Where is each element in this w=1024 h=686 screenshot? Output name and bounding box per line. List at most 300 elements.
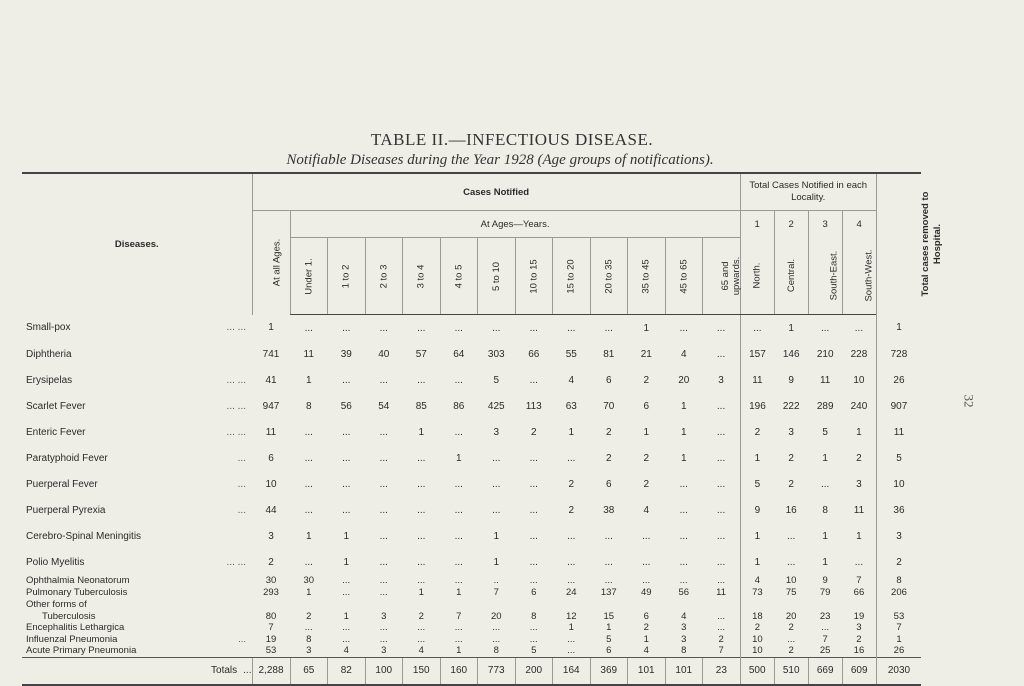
value-cell: 39 — [340, 348, 352, 360]
page-subtitle: Notifiable Diseases during the Year 1928 (Age groups of notifications). — [286, 152, 714, 168]
value-cell: 20 — [490, 610, 502, 622]
value-cell — [440, 598, 478, 610]
value-cell: 7 — [718, 645, 724, 657]
total-value-cell: 510 — [774, 657, 808, 685]
value-cell: ... — [716, 530, 726, 542]
value-cell: 1 — [856, 426, 862, 438]
table-row — [22, 549, 921, 575]
locality-number-3: 3 — [808, 211, 842, 238]
locality-name-label: South-East. — [827, 250, 839, 301]
value-cell — [553, 598, 591, 610]
value-cell: ... — [679, 478, 688, 490]
table-row — [22, 419, 921, 445]
age-group-label: 35 to 45 — [640, 258, 652, 294]
value-cell: 1 — [343, 530, 350, 542]
value-cell: 2 — [876, 549, 921, 575]
value-cell: 4 — [643, 504, 650, 516]
disease-name: Erysipelas — [26, 374, 73, 386]
value-cell — [842, 598, 876, 610]
value-cell: 741 — [262, 348, 280, 360]
value-cell: ... — [604, 530, 613, 542]
value-cell: 2 — [856, 452, 862, 464]
value-cell: ... — [342, 322, 351, 334]
value-cell: 1 — [305, 530, 312, 542]
value-cell: ... — [567, 575, 576, 587]
value-cell: 36 — [876, 497, 921, 523]
value-cell: 3 — [718, 374, 724, 386]
value-cell: 8 — [305, 400, 312, 412]
value-cell: ... — [716, 400, 726, 412]
value-cell: ... — [304, 622, 313, 634]
disease-name: Puerperal Pyrexia — [26, 504, 106, 516]
total-value-cell: 609 — [842, 657, 876, 685]
value-cell: ... — [529, 556, 538, 568]
value-cell: 228 — [850, 348, 868, 360]
value-cell: 11 — [740, 367, 774, 393]
value-cell: 6 — [268, 452, 274, 464]
value-cell: ... — [342, 426, 351, 438]
page-number: 32 — [961, 394, 977, 408]
value-cell: 1 — [856, 530, 862, 542]
value-cell: 2 — [643, 622, 649, 634]
value-cell: ... — [304, 426, 313, 438]
value-cell: 2 — [718, 633, 724, 645]
value-cell: 15 — [603, 610, 615, 622]
value-cell: 2 — [643, 452, 650, 464]
value-cell: ... — [492, 478, 501, 490]
value-cell: 1 — [788, 322, 794, 334]
leader-dots: ... ... — [226, 374, 246, 386]
leader-dots: ... — [237, 478, 246, 490]
value-cell: 303 — [487, 348, 505, 360]
value-cell: 10 — [853, 374, 865, 386]
locality-number-4: 4 — [842, 211, 876, 238]
value-cell: ... — [492, 504, 501, 516]
leader-dots: ... — [238, 633, 246, 645]
disease-name-cell — [22, 645, 252, 657]
locality-number-1: 1 — [740, 211, 774, 238]
age-group-header-12 — [703, 238, 741, 315]
age-group-label: 4 to 5 — [453, 264, 465, 288]
value-cell: 6 — [643, 610, 649, 622]
value-cell: 86 — [453, 400, 465, 412]
value-cell — [290, 598, 328, 610]
value-cell: 11 — [303, 348, 314, 360]
leader-dots: ... — [237, 504, 246, 516]
value-cell: 1 — [456, 586, 462, 598]
locality-name-label: Central. — [785, 259, 797, 293]
value-cell: 146 — [782, 348, 800, 360]
value-cell: 3 — [681, 633, 687, 645]
value-cell: 3 — [788, 426, 794, 438]
value-cell: ... — [454, 556, 463, 568]
disease-name: Pulmonary Tuberculosis — [26, 586, 128, 598]
age-group-header-6 — [478, 238, 516, 315]
value-cell: ... — [342, 452, 351, 464]
value-cell: 80 — [265, 610, 277, 622]
value-cell: 2 — [306, 610, 312, 622]
value-cell: 44 — [265, 504, 277, 516]
total-value-cell: 160 — [440, 657, 478, 685]
value-cell: 1 — [456, 645, 462, 657]
locality-name-header-4 — [842, 238, 876, 315]
value-cell: 1 — [606, 622, 612, 634]
value-cell: 79 — [819, 586, 831, 598]
value-cell: 16 — [785, 504, 797, 516]
value-cell: ... — [417, 478, 426, 490]
value-cell: 1 — [876, 634, 921, 646]
table-row — [22, 610, 921, 622]
value-cell: 7 — [493, 586, 499, 598]
value-cell: 196 — [740, 393, 774, 419]
value-cell: ... — [342, 374, 351, 386]
age-group-header-8 — [553, 238, 591, 315]
table-row — [22, 622, 921, 634]
value-cell: 2 — [568, 504, 575, 516]
locality-name-label: North. — [751, 262, 763, 289]
value-cell: 3 — [381, 610, 387, 622]
disease-name-cell — [22, 523, 252, 549]
disease-name: Tuberculosis — [42, 610, 96, 622]
disease-name-cell — [22, 341, 252, 367]
value-cell: ... — [379, 322, 388, 334]
age-group-label: 15 to 20 — [565, 258, 577, 294]
value-cell — [515, 598, 553, 610]
value-cell: 30 — [265, 575, 277, 587]
value-cell: 2 — [605, 452, 612, 464]
value-cell: 7 — [856, 575, 862, 587]
value-cell: 11 — [876, 419, 921, 445]
value-cell: 26 — [876, 645, 921, 657]
value-cell: 6 — [605, 478, 612, 490]
value-cell: ... — [529, 452, 538, 464]
value-cell: 1 — [306, 586, 312, 598]
value-cell: ... — [454, 426, 463, 438]
age-group-label: 5 to 10 — [490, 261, 502, 291]
totals-label: Totals — [211, 665, 238, 676]
value-cell: 2 — [788, 645, 794, 657]
disease-name-cell — [22, 587, 252, 599]
value-cell: 2 — [740, 419, 774, 445]
value-cell: ... — [417, 530, 426, 542]
disease-name: Acute Primary Pneumonia — [26, 645, 137, 657]
value-cell: ... — [716, 348, 726, 360]
value-cell: 75 — [785, 586, 797, 598]
value-cell — [478, 598, 516, 610]
value-cell: ... — [679, 322, 688, 334]
value-cell — [252, 598, 290, 610]
value-cell — [365, 598, 403, 610]
value-cell: ... — [342, 575, 351, 587]
age-group-header-11 — [665, 238, 703, 315]
value-cell: ... — [304, 478, 313, 490]
value-cell: ... — [567, 322, 576, 334]
value-cell: 54 — [378, 400, 390, 412]
locality-name-header-2 — [774, 238, 808, 315]
value-cell: ... — [717, 622, 726, 634]
value-cell: 57 — [415, 348, 427, 360]
value-cell: ... — [529, 622, 538, 634]
disease-name-cell — [22, 497, 252, 523]
value-cell — [628, 598, 666, 610]
value-cell: ... — [454, 530, 463, 542]
value-cell: ... — [717, 610, 726, 622]
table-row — [22, 315, 921, 342]
value-cell: 1 — [643, 426, 650, 438]
value-cell: ... — [379, 504, 388, 516]
age-group-header-5 — [440, 238, 478, 315]
value-cell: ... — [679, 575, 688, 587]
at-ages-years-header: At Ages—Years. — [290, 211, 740, 238]
total-value-cell: 101 — [665, 657, 703, 685]
value-cell: ... — [604, 575, 613, 587]
value-cell: ... — [379, 374, 388, 386]
leader-dots: ... ... — [226, 322, 246, 334]
value-cell: 4 — [418, 645, 424, 657]
value-cell: ... — [567, 633, 576, 645]
disease-name-cell — [22, 315, 252, 342]
value-cell: 55 — [565, 348, 577, 360]
removed-to-hospital-label: Total cases removed to Hospital. — [919, 191, 943, 297]
value-cell: 113 — [525, 400, 542, 412]
value-cell: 7 — [822, 633, 828, 645]
at-all-ages-label: At all Ages. — [270, 238, 282, 287]
value-cell: 2 — [418, 610, 424, 622]
value-cell: ... — [529, 504, 538, 516]
value-cell: 56 — [340, 400, 352, 412]
disease-name: Encephalitis Lethargica — [26, 622, 125, 634]
value-cell: 1 — [822, 556, 828, 568]
at-all-ages-header — [252, 211, 290, 315]
value-cell: 2 — [268, 556, 274, 568]
value-cell: 1 — [418, 586, 424, 598]
value-cell: ... — [454, 622, 463, 634]
value-cell: ... — [716, 452, 726, 464]
value-cell: 2 — [788, 622, 794, 634]
total-value-cell: 369 — [590, 657, 628, 685]
value-cell: 16 — [853, 645, 865, 657]
value-cell: 8 — [681, 645, 687, 657]
value-cell: ... — [679, 556, 688, 568]
disease-name: Paratyphoid Fever — [26, 452, 108, 464]
total-value-cell: 164 — [553, 657, 591, 685]
age-group-label: 1 to 2 — [340, 264, 352, 288]
value-cell: ... — [529, 478, 538, 490]
value-cell: 70 — [603, 400, 615, 412]
disease-name-cell — [22, 445, 252, 471]
total-value-cell: 200 — [515, 657, 553, 685]
value-cell: ... — [417, 633, 426, 645]
value-cell: 30 — [303, 575, 315, 587]
value-cell: 240 — [850, 400, 868, 412]
infectious-disease-table — [22, 172, 943, 686]
total-value-cell: 500 — [740, 657, 774, 685]
total-value-cell: 773 — [478, 657, 516, 685]
value-cell: ... — [379, 530, 388, 542]
age-group-header-3 — [365, 238, 403, 315]
value-cell: 1 — [305, 374, 312, 386]
age-group-label: 65 and upwards. — [720, 256, 742, 296]
age-group-header-7 — [515, 238, 553, 315]
age-group-label: 45 to 65 — [678, 258, 690, 294]
table-row — [22, 645, 921, 657]
value-cell: 2 — [643, 478, 650, 490]
value-cell: 6 — [606, 645, 612, 657]
value-cell: ... — [379, 622, 388, 634]
value-cell: 11 — [819, 374, 831, 386]
age-group-header-4 — [403, 238, 441, 315]
value-cell: ... — [417, 556, 426, 568]
total-value-cell: 101 — [628, 657, 666, 685]
removed-to-hospital-header — [876, 173, 943, 315]
value-cell: 1 — [568, 622, 574, 634]
value-cell: ... — [642, 530, 651, 542]
value-cell: 5 — [493, 374, 500, 386]
value-cell: 10 — [876, 471, 921, 497]
value-cell: ... — [642, 556, 651, 568]
table-row — [22, 341, 921, 367]
value-cell: ... — [567, 530, 576, 542]
locality-name-header-1 — [740, 238, 774, 315]
age-group-label: 20 to 35 — [603, 258, 615, 294]
table-row — [22, 393, 921, 419]
value-cell: 11 — [265, 426, 277, 438]
value-cell: 85 — [415, 400, 427, 412]
value-cell — [774, 598, 808, 610]
value-cell: 66 — [853, 586, 865, 598]
value-cell: .. — [493, 575, 499, 587]
value-cell: 7 — [456, 610, 462, 622]
leader-dots: ... ... — [226, 556, 246, 568]
value-cell: ... — [529, 633, 538, 645]
value-cell: 4 — [681, 610, 687, 622]
value-cell: 38 — [603, 504, 615, 516]
value-cell: ... — [454, 478, 463, 490]
value-cell: 1 — [568, 426, 575, 438]
value-cell: 81 — [603, 348, 615, 360]
value-cell: 53 — [265, 645, 277, 657]
value-cell: ... — [567, 452, 576, 464]
value-cell: 10 — [740, 645, 774, 657]
value-cell — [740, 598, 774, 610]
disease-name-cell — [22, 393, 252, 419]
value-cell: 12 — [565, 610, 577, 622]
value-cell: 3 — [268, 530, 274, 542]
value-cell: ... — [679, 530, 688, 542]
value-cell: ... — [716, 426, 726, 438]
value-cell: 1 — [822, 530, 828, 542]
value-cell: 2 — [605, 426, 612, 438]
total-value-cell: 2,288 — [252, 657, 290, 685]
table-row — [22, 471, 921, 497]
locality-header: Total Cases Notified in each Locality. — [740, 173, 876, 211]
value-cell: ... — [567, 556, 576, 568]
leader-dots: ... ... — [226, 426, 246, 438]
value-cell: 2 — [643, 374, 650, 386]
value-cell: ... — [642, 575, 651, 587]
value-cell: 3 — [306, 645, 312, 657]
disease-name: Other forms of — [26, 598, 87, 610]
leader-dots: ... ... — [226, 400, 246, 412]
value-cell: 728 — [876, 341, 921, 367]
age-group-header-9 — [590, 238, 628, 315]
value-cell: ... — [716, 322, 726, 334]
value-cell: 41 — [265, 374, 277, 386]
value-cell: 73 — [740, 587, 774, 599]
locality-name-label: South-West. — [863, 249, 875, 302]
value-cell: 11 — [716, 586, 727, 598]
value-cell: 425 — [487, 400, 505, 412]
value-cell: 4 — [343, 645, 349, 657]
value-cell: 19 — [265, 633, 277, 645]
value-cell: 3 — [856, 622, 862, 634]
value-cell: ... — [379, 633, 388, 645]
value-cell: ... — [342, 633, 351, 645]
value-cell: ... — [492, 322, 501, 334]
value-cell: ... — [821, 322, 830, 334]
disease-name-cell — [22, 471, 252, 497]
value-cell: ... — [787, 530, 796, 542]
totals-label-cell — [22, 657, 252, 685]
value-cell: ... — [342, 504, 351, 516]
value-cell: 4 — [740, 575, 774, 587]
total-value-cell: 2030 — [876, 657, 921, 685]
value-cell: 6 — [531, 586, 537, 598]
value-cell — [808, 598, 842, 610]
disease-name-cell — [22, 419, 252, 445]
value-cell: ... — [679, 504, 688, 516]
value-cell: 66 — [528, 348, 540, 360]
value-cell: 6 — [643, 400, 650, 412]
value-cell: 1 — [643, 322, 650, 334]
value-cell: 25 — [819, 645, 831, 657]
value-cell: ... — [379, 556, 388, 568]
total-value-cell: 150 — [403, 657, 441, 685]
value-cell: 19 — [853, 610, 865, 622]
leader-dots: ... — [243, 665, 252, 676]
value-cell: 2 — [788, 452, 794, 464]
value-cell: 1 — [268, 322, 274, 334]
value-cell: ... — [529, 575, 538, 587]
value-cell: 1 — [493, 556, 500, 568]
value-cell: 26 — [876, 367, 921, 393]
value-cell: 5 — [740, 471, 774, 497]
age-group-header-1 — [290, 238, 328, 315]
disease-name: Scarlet Fever — [26, 400, 86, 412]
value-cell: ... — [417, 575, 426, 587]
value-cell: ... — [492, 452, 501, 464]
disease-name: Puerperal Fever — [26, 478, 98, 490]
value-cell: 1 — [876, 315, 921, 342]
value-cell: 1 — [343, 556, 350, 568]
table-row — [22, 497, 921, 523]
value-cell: 8 — [876, 575, 921, 587]
total-value-cell: 23 — [703, 657, 741, 685]
value-cell: 1 — [822, 452, 828, 464]
disease-name-cell — [22, 634, 252, 646]
age-group-label: Under 1. — [303, 257, 315, 295]
value-cell — [703, 598, 741, 610]
value-cell: 53 — [876, 610, 921, 622]
value-cell: ... — [716, 478, 726, 490]
total-value-cell: 65 — [290, 657, 328, 685]
value-cell: 18 — [740, 610, 774, 622]
value-cell: 2 — [530, 426, 537, 438]
value-cell: 1 — [740, 445, 774, 471]
leader-dots: ... — [237, 452, 246, 464]
disease-name: Diphtheria — [26, 348, 72, 360]
table-row — [22, 523, 921, 549]
